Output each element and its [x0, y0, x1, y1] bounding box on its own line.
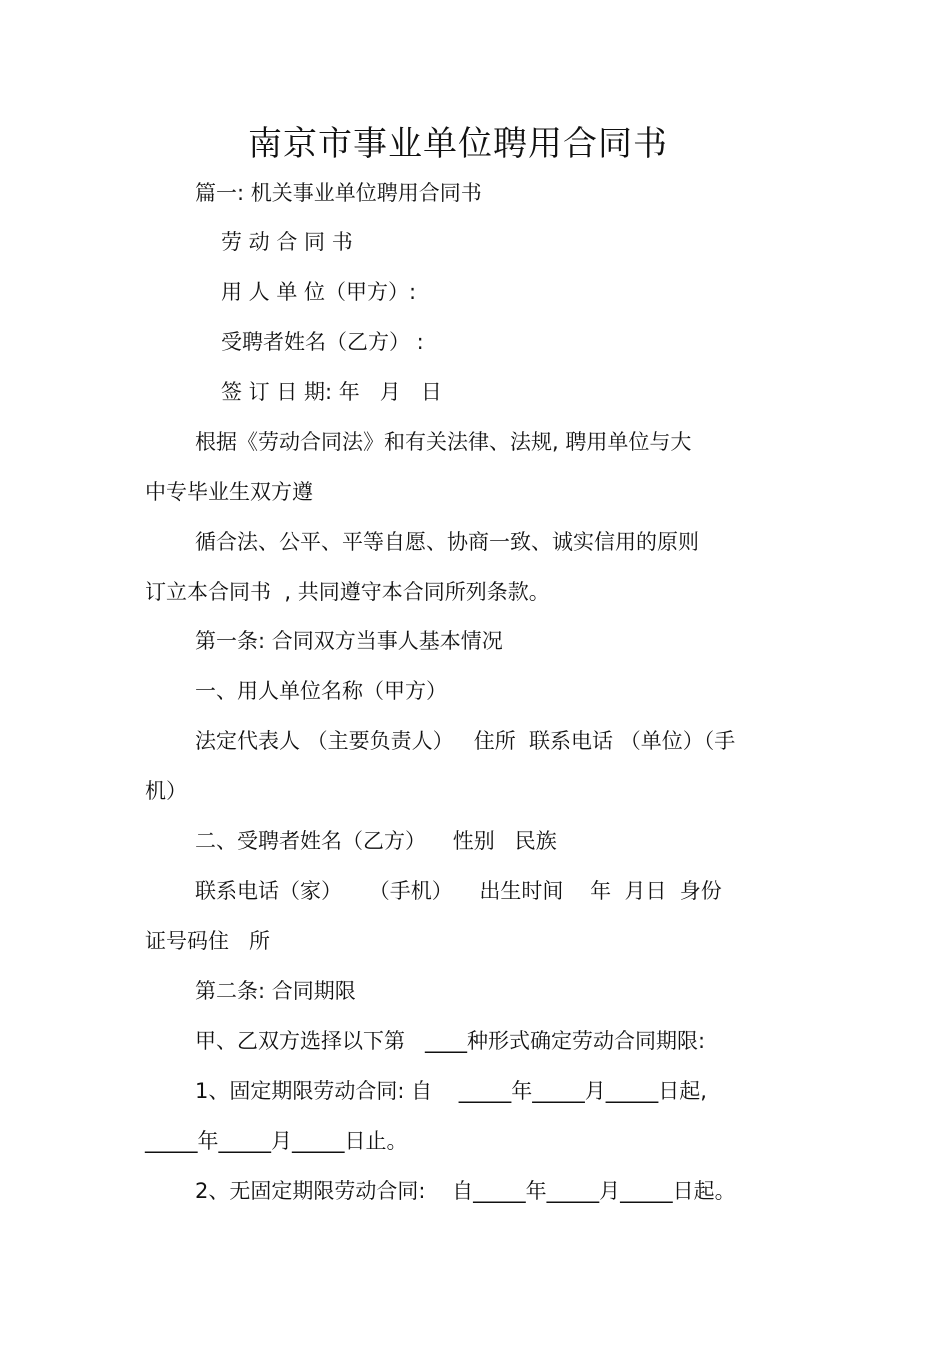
- document-title: 南京市事业单位聘用合同书: [248, 124, 668, 164]
- paragraph-line: 二、受聘者姓名（乙方） 性别 民族: [195, 829, 557, 853]
- paragraph-line: 循合法、公平、平等自愿、协商一致、诚实信用的原则: [195, 530, 699, 554]
- paragraph-line: 一、用人单位名称（甲方）: [195, 679, 447, 703]
- employer-field: 用 人 单 位（甲方）:: [221, 280, 417, 304]
- contract-subtitle: 劳 动 合 同 书: [221, 230, 353, 254]
- signing-date-field: 签 订 日 期: 年 月 日: [221, 380, 442, 404]
- article-heading-1: 第一条: 合同双方当事人基本情况: [195, 629, 503, 653]
- paragraph-line: 中专毕业生双方遵: [145, 480, 313, 504]
- paragraph-line: 联系电话（家） （手机） 出生时间 年 月日 身份: [195, 879, 722, 903]
- paragraph-line: 法定代表人 （主要负责人） 住所 联系电话 （单位）（手: [195, 729, 736, 753]
- paragraph-line: _____年_____月_____日止。: [145, 1129, 408, 1153]
- paragraph-line: 订立本合同书 , 共同遵守本合同所列条款。: [145, 580, 550, 604]
- paragraph-line: 机）: [145, 779, 187, 803]
- article-heading-2: 第二条: 合同期限: [195, 979, 356, 1003]
- paragraph-line: 1、固定期限劳动合同: 自 _____年_____月_____日起,: [195, 1079, 707, 1103]
- employee-name-field: 受聘者姓名（乙方） :: [221, 330, 424, 354]
- paragraph-line: 2、无固定期限劳动合同: 自_____年_____月_____日起。: [195, 1179, 736, 1203]
- section-heading-1: 篇一: 机关事业单位聘用合同书: [195, 181, 482, 205]
- paragraph-line: 证号码住 所: [145, 929, 271, 953]
- paragraph-line: 根据《劳动合同法》和有关法律、法规, 聘用单位与大: [195, 430, 692, 454]
- paragraph-line: 甲、乙双方选择以下第 ____种形式确定劳动合同期限:: [195, 1029, 706, 1053]
